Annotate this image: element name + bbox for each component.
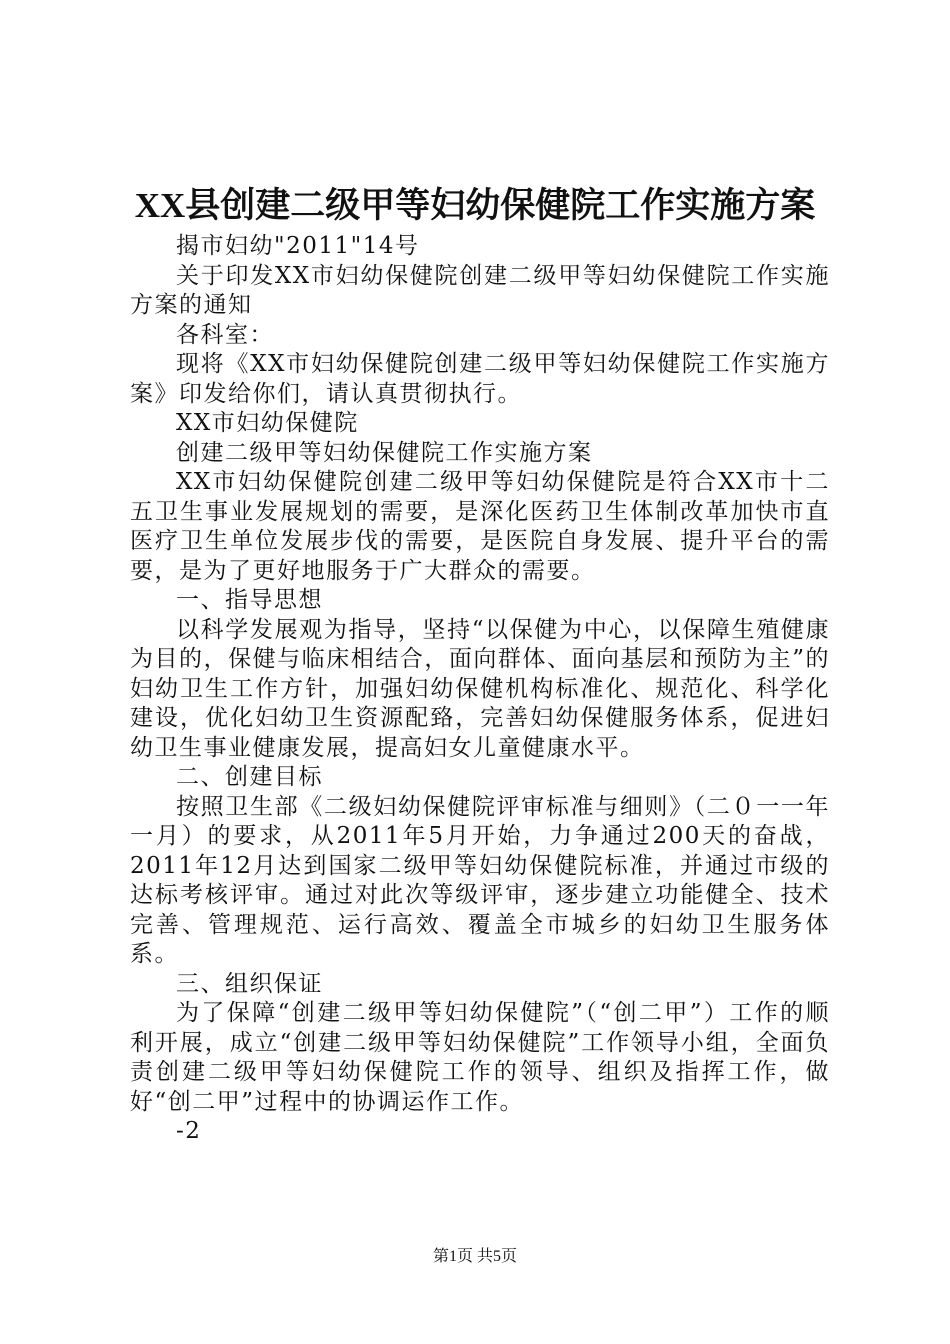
plan-subtitle: 创建二级甲等妇幼保健院工作实施方案 [176, 439, 593, 466]
section-heading-1: 一、指导思想 [176, 587, 323, 613]
section-paragraph-1: 以科学发展观为指导，坚持“以保健为中心，以保障生殖健康为目的，保健与临床相结合，面向群体、面向基层和预防为主”的妇幼卫生工作方针，加强妇幼保健机构标准化、规范化、科学化建设，优化妇幼卫生资源配臵，完善妇幼保健服务体系，促进妇幼卫生事业健康发展，提高妇女儿童健康水平。 [130, 616, 830, 761]
page-marker: -2 [176, 1118, 202, 1144]
section-paragraph-3: 为了保障“创建二级甲等妇幼保健院”（“创二甲”）工作的顺利开展，成立“创建二级甲等妇幼保健院”工作领导小组，全面负责创建二级甲等妇幼保健院工作的领导、组织及指挥工作，做好“创二甲”过程中的协调运作工作。 [130, 1000, 830, 1115]
issuer-name: XX市妇幼保健院 [176, 410, 359, 436]
document-title: XX县创建二级甲等妇幼保健院工作实施方案 [134, 186, 816, 225]
section-heading-3: 三、组织保证 [176, 970, 323, 997]
document-body [130, 232, 830, 1147]
section-paragraph-2: 按照卫生部《二级妇幼保健院评审标准与细则》（二０一一年一月）的要求，从2011年5月开始，力争通过200天的奋战，2011年12月达到国家二级甲等妇幼保健院标准，并通过市级的达标考核评审。通过对此次等级评审，逐步建立功能健全、技术完善、管理规范、运行高效、覆盖全市城乡的妇幼卫生服务体系。 [130, 793, 830, 967]
doc-number: 揭市妇幼"2011"14号 [176, 233, 420, 259]
recipient-line: 各科室： [176, 321, 274, 348]
intro-paragraph: XX市妇幼保健院创建二级甲等妇幼保健院是符合XX市十二五卫生事业发展规划的需要，是深化医药卫生体制改革加快市直医疗卫生单位发展步伐的需要，是医院自身发展、提升平台的需要，是为了更好地服务于广大群众的需要。 [130, 469, 830, 584]
notice-title: 关于印发XX市妇幼保健院创建二级甲等妇幼保健院工作实施方案的通知 [130, 262, 830, 318]
notice-body: 现将《XX市妇幼保健院创建二级甲等妇幼保健院工作实施方案》印发给你们，请认真贯彻执行。 [130, 351, 830, 407]
page-footer: 第1页 共5页 [432, 1248, 517, 1265]
section-heading-2: 二、创建目标 [176, 764, 323, 790]
